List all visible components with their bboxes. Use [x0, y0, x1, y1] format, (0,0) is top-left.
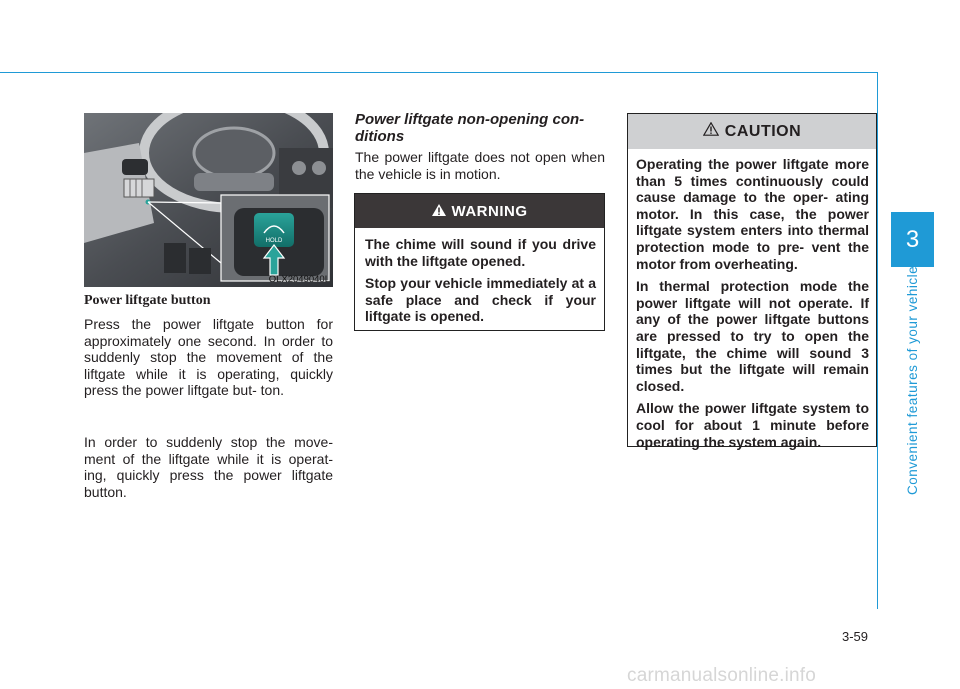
warning-title: WARNING: [451, 202, 528, 220]
chapter-tab: 3: [891, 212, 934, 267]
caution-title: CAUTION: [724, 122, 802, 140]
caution-header: [628, 114, 876, 149]
warning-header: [355, 194, 604, 228]
warning-line-2: Stop your vehicle immediately at a safe place and check if your liftgate is opened.: [365, 275, 596, 325]
liftgate-button-photo: [84, 113, 333, 287]
body-paragraph-2: In order to suddenly stop the move- ment of the liftgate while it is operat- ing, quickly press the power liftgate button.: [84, 434, 333, 500]
warning-triangle-icon: [432, 203, 446, 220]
caution-box: [627, 113, 877, 450]
chapter-title-text: Convenient features of your vehicle: [905, 265, 920, 495]
watermark: carmanualsonline.info: [627, 665, 817, 686]
warning-box: [354, 193, 605, 331]
caution-line-1: Operating the power liftgate more than 5 times continuously could cause damage to the oper- ating motor. In this case, the power liftgate system enters into thermal protection mode to pre- vent the motor from overheating.: [636, 156, 869, 272]
caution-body: [628, 149, 876, 450]
caution-triangle-icon: [703, 122, 719, 141]
body-paragraph-1: Press the power liftgate button for approximately one second. In order to suddenly stop the movement of the liftgate while it is operating, quickly press the power liftgate but- ton.: [84, 316, 333, 399]
section-heading: Power liftgate non-opening con- ditions: [355, 111, 585, 145]
figure-caption: Power liftgate button: [84, 293, 211, 308]
side-rule: [877, 72, 878, 609]
chapter-title-vertical: [903, 265, 923, 495]
caution-line-2: In thermal protection mode the power liftgate will not operate. If any of the power liftgate buttons are pressed to try to open the liftgate, the chime will sound 3 times but the liftgate will remain closed.: [636, 278, 869, 394]
section-paragraph: The power liftgate does not open when the vehicle is in motion.: [355, 149, 605, 182]
dashboard-illustration: [84, 113, 333, 287]
warning-line-1: The chime will sound if you drive with the liftgate opened.: [365, 236, 596, 269]
page-number: 3-59: [842, 629, 869, 644]
figure-code: OLX2049040L: [268, 274, 330, 285]
top-rule: [0, 72, 878, 73]
warning-body: [355, 228, 604, 325]
caution-line-3: Allow the power liftgate system to cool for about 1 minute before operating the system again.: [636, 400, 869, 450]
hold-label: HOLD: [265, 238, 283, 244]
